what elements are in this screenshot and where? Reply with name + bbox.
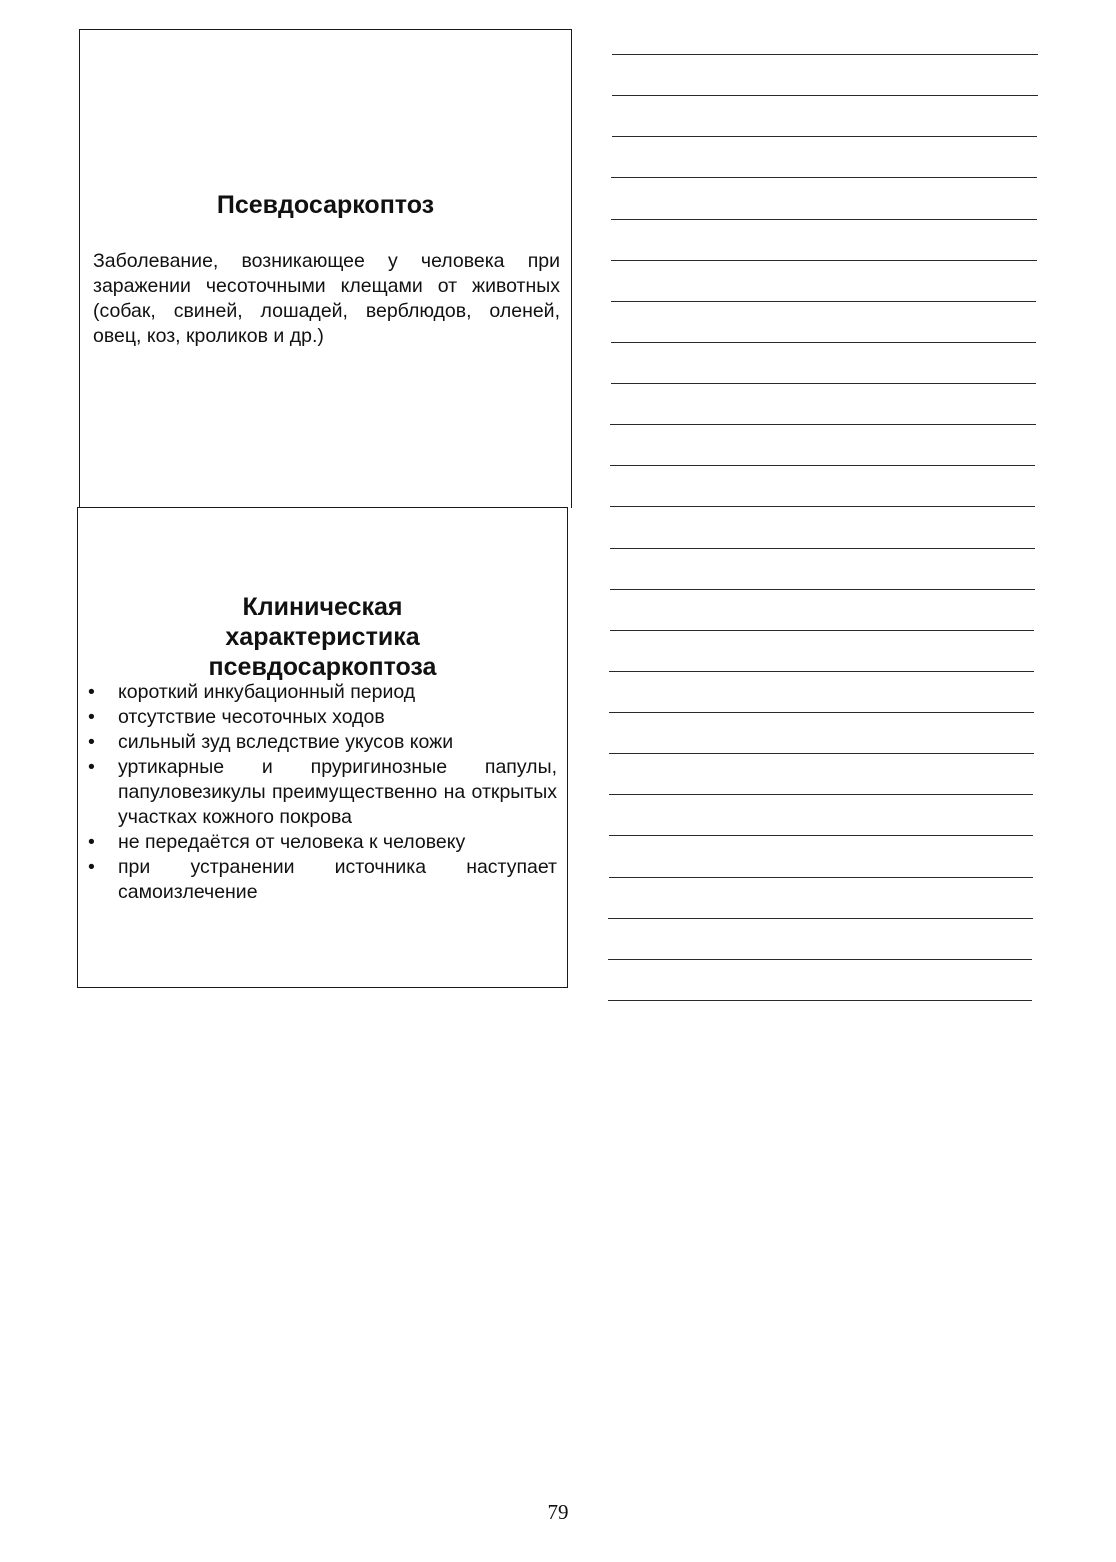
list-item [84, 730, 557, 755]
note-line [611, 383, 1036, 384]
slide-definition [79, 29, 572, 508]
slide-title: Псевдосаркоптоз [216, 191, 435, 219]
note-line [610, 589, 1035, 590]
slide-title [153, 592, 493, 682]
bullet-icon: • [88, 831, 95, 853]
note-line [610, 424, 1035, 425]
note-line [611, 177, 1037, 178]
note-line [612, 54, 1038, 55]
bullet-icon: • [88, 756, 95, 778]
list-item-text: сильный зуд вследствие укусов кожи [118, 731, 454, 753]
bullet-icon: • [88, 731, 95, 753]
note-line [612, 95, 1038, 96]
definition-text: Заболевание, возникающее у человека при заражении чесоточными клещами от животных (собак, свиней, лошадей, верблюдов, оленей, овец, коз, кроликов и др.) [93, 250, 560, 347]
note-line [608, 1000, 1032, 1001]
note-line [610, 630, 1035, 631]
list-item [84, 855, 557, 905]
list-item-text: уртикарные и пруригинозные папулы, папуловезикулы преимущественно на открытых участках кожного покрова [118, 756, 557, 828]
note-line [611, 342, 1036, 343]
note-line [611, 301, 1036, 302]
bullet-list [84, 680, 557, 905]
note-line [610, 548, 1035, 549]
page-number: 79 [547, 1500, 569, 1524]
note-line [610, 506, 1035, 507]
list-item-text: короткий инкубационный период [118, 681, 416, 703]
slide-clinical-characteristics [77, 507, 568, 988]
note-line [609, 794, 1033, 795]
note-line [609, 753, 1034, 754]
note-line [608, 918, 1032, 919]
list-item [84, 755, 557, 830]
list-item [84, 705, 557, 730]
bullet-icon: • [88, 681, 95, 703]
list-item [84, 680, 557, 705]
note-line [608, 959, 1032, 960]
note-line [611, 219, 1037, 220]
notes-lines-area [608, 0, 1040, 1010]
note-line [609, 671, 1034, 672]
note-line [610, 465, 1035, 466]
note-line [611, 260, 1037, 261]
bullet-icon: • [88, 856, 95, 878]
list-item [84, 830, 557, 855]
note-line [612, 136, 1038, 137]
slide-title-text: Клиническая характеристика псевдосаркоптоза [208, 593, 437, 681]
list-item-text: при устранении источника наступает самоизлечение [118, 856, 557, 903]
note-line [609, 835, 1033, 836]
bullet-icon: • [88, 706, 95, 728]
note-line [609, 712, 1034, 713]
list-item-text: не передаётся от человека к человеку [118, 831, 466, 853]
note-line [609, 877, 1033, 878]
list-item-text: отсутствие чесоточных ходов [118, 706, 385, 728]
